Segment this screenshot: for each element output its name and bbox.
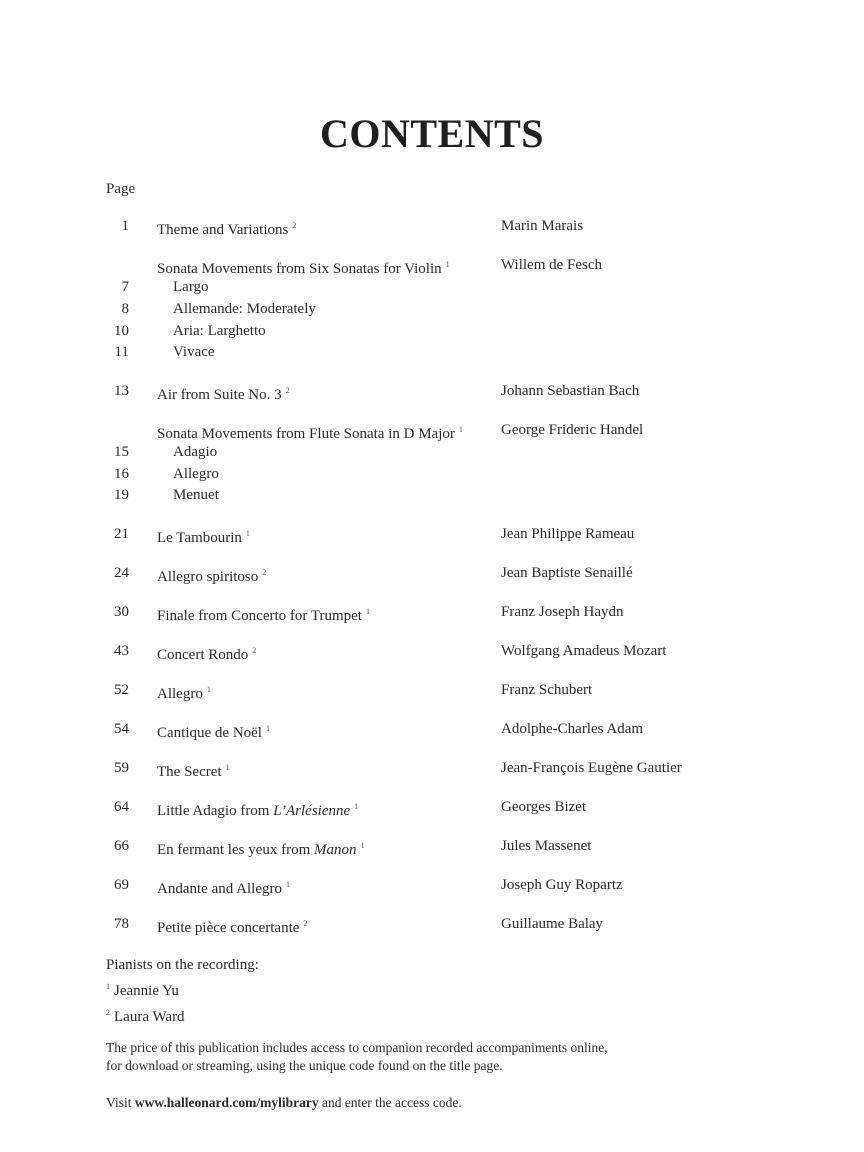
- page-number: 8: [121, 301, 129, 317]
- piece-title: Sonata Movements from Flute Sonata in D Major $^1$: [157, 425, 463, 442]
- pianist-entry: $^1$ Jeannie Yu: [106, 982, 179, 999]
- page-number: 11: [114, 344, 129, 360]
- page-number: 13: [114, 383, 129, 399]
- page-number: 52: [114, 682, 129, 698]
- page-number: 64: [114, 799, 129, 815]
- piece-title: Allegro spiritoso $^2$: [157, 568, 267, 585]
- contents-row: [0, 757, 864, 779]
- contents-row: [0, 640, 864, 662]
- piece-title: Air from Suite No. 3 $^2$: [157, 386, 290, 403]
- pianists-section: [106, 954, 259, 1028]
- work-title-italic: Manon: [314, 842, 357, 858]
- contents-row: [0, 254, 864, 276]
- page-number: 78: [114, 916, 129, 932]
- pianist-footnote-marker: 2: [262, 568, 267, 577]
- page-number: 10: [114, 323, 129, 339]
- piece-title: Concert Rondo $^2$: [157, 646, 257, 663]
- pianist-footnote-marker: 2: [285, 386, 290, 395]
- composer-name: Franz Schubert: [501, 682, 593, 698]
- contents-row: [0, 796, 864, 818]
- pianist-footnote-marker: 2: [252, 646, 257, 655]
- pianist-footnote-marker: 1: [458, 425, 463, 434]
- composer-name: Marin Marais: [501, 218, 584, 234]
- page-number: 24: [114, 565, 129, 581]
- page-title: CONTENTS: [319, 111, 545, 156]
- pianist-footnote-marker: 1: [206, 685, 211, 694]
- pianist-footnote-marker: 1: [360, 841, 365, 850]
- pianist-footnote-marker: 2: [303, 919, 308, 928]
- contents-row: [0, 601, 864, 623]
- pianist-footnote-marker: 1: [354, 802, 359, 811]
- page-number: 54: [114, 721, 129, 737]
- page-number: 59: [114, 760, 129, 776]
- composer-name: Franz Joseph Haydn: [501, 604, 624, 620]
- contents-row: [0, 463, 864, 485]
- movement-title: Menuet: [173, 487, 219, 503]
- piece-title: Le Tambourin $^1$: [157, 529, 250, 546]
- composer-name: Jean-François Eugène Gautier: [501, 760, 682, 776]
- piece-title: Theme and Variations $^2$: [157, 221, 297, 238]
- page-number: 1: [121, 218, 129, 234]
- page-number: 15: [114, 444, 129, 460]
- pianist-footnote-marker: 1: [445, 260, 450, 269]
- composer-name: Guillaume Balay: [501, 916, 604, 932]
- pianist-footnote-marker: 1: [365, 607, 370, 616]
- pianist-footnote-marker: 1: [245, 529, 250, 538]
- composer-name: Johann Sebastian Bach: [501, 383, 640, 399]
- contents-row: [0, 679, 864, 701]
- contents-row: [0, 523, 864, 545]
- piece-title: Finale from Concerto for Trumpet $^1$: [157, 607, 370, 624]
- contents-row: [0, 835, 864, 857]
- contents-row: [0, 874, 864, 896]
- composer-name: Willem de Fesch: [501, 257, 603, 273]
- page-number: 66: [114, 838, 129, 854]
- composer-name: Jules Massenet: [501, 838, 592, 854]
- pianist-footnote-marker: 1: [225, 763, 230, 772]
- contents-row: [0, 341, 864, 363]
- movement-title: Largo: [173, 279, 209, 295]
- movement-title: Adagio: [173, 444, 218, 460]
- movement-title: Allegro: [173, 466, 219, 482]
- piece-title: Allegro $^1$: [157, 685, 211, 702]
- page-number: 69: [114, 877, 129, 893]
- piece-title: Sonata Movements from Six Sonatas for Violin $^1$: [157, 260, 450, 277]
- pianist-footnote-marker: 1: [285, 880, 290, 889]
- composer-name: Jean Philippe Rameau: [501, 526, 635, 542]
- page-number: 43: [114, 643, 129, 659]
- page-number: 21: [114, 526, 129, 542]
- composer-name: Georges Bizet: [501, 799, 587, 815]
- contents-row: [0, 441, 864, 463]
- visit-note: Visit www.halleonard.com/mylibrary and enter the access code.: [106, 1095, 462, 1110]
- contents-row: [0, 484, 864, 506]
- page-number: 19: [114, 487, 129, 503]
- movement-title: Vivace: [173, 344, 215, 360]
- price-note: The price of this publication includes access to companion recorded accompaniments online, for download or streaming, using the unique code found on the title page.: [106, 1040, 608, 1073]
- piece-title: Andante and Allegro $^1$: [157, 880, 290, 897]
- piece-title: En fermant les yeux from Manon $^1$: [157, 841, 365, 858]
- movement-title: Aria: Larghetto: [173, 323, 266, 339]
- pianists-heading: Pianists on the recording:: [106, 957, 259, 973]
- composer-name: George Frideric Handel: [501, 422, 644, 438]
- piece-title: Cantique de Noël $^1$: [157, 724, 270, 741]
- page-number: 30: [114, 604, 129, 620]
- contents-row: [0, 718, 864, 740]
- contents-row: [0, 276, 864, 298]
- composer-name: Joseph Guy Ropartz: [501, 877, 623, 893]
- page-number: 16: [114, 466, 129, 482]
- contents-row: [0, 562, 864, 584]
- page-column-label: Page: [106, 181, 136, 197]
- pianist-footnote-marker: 2: [292, 221, 297, 230]
- pianist-footnote-marker: 1: [265, 724, 270, 733]
- composer-name: Jean Baptiste Senaillé: [501, 565, 633, 581]
- composer-name: Wolfgang Amadeus Mozart: [501, 643, 667, 659]
- contents-row: [0, 215, 864, 237]
- movement-title: Allemande: Moderately: [173, 301, 316, 317]
- piece-title: The Secret $^1$: [157, 763, 230, 780]
- contents-row: [0, 320, 864, 342]
- contents-row: [0, 380, 864, 402]
- contents-row: [0, 298, 864, 320]
- composer-name: Adolphe-Charles Adam: [501, 721, 644, 737]
- piece-title: Petite pièce concertante $^2$: [157, 919, 308, 936]
- page-number: 7: [121, 279, 129, 295]
- library-link[interactable]: www.halleonard.com/mylibrary: [134, 1095, 319, 1110]
- contents-row: [0, 913, 864, 935]
- pianist-entry: $^2$ Laura Ward: [106, 1008, 185, 1025]
- contents-row: [0, 419, 864, 441]
- work-title-italic: L’Arlésienne: [273, 803, 351, 819]
- piece-title: Little Adagio from L’Arlésienne $^1$: [157, 802, 359, 819]
